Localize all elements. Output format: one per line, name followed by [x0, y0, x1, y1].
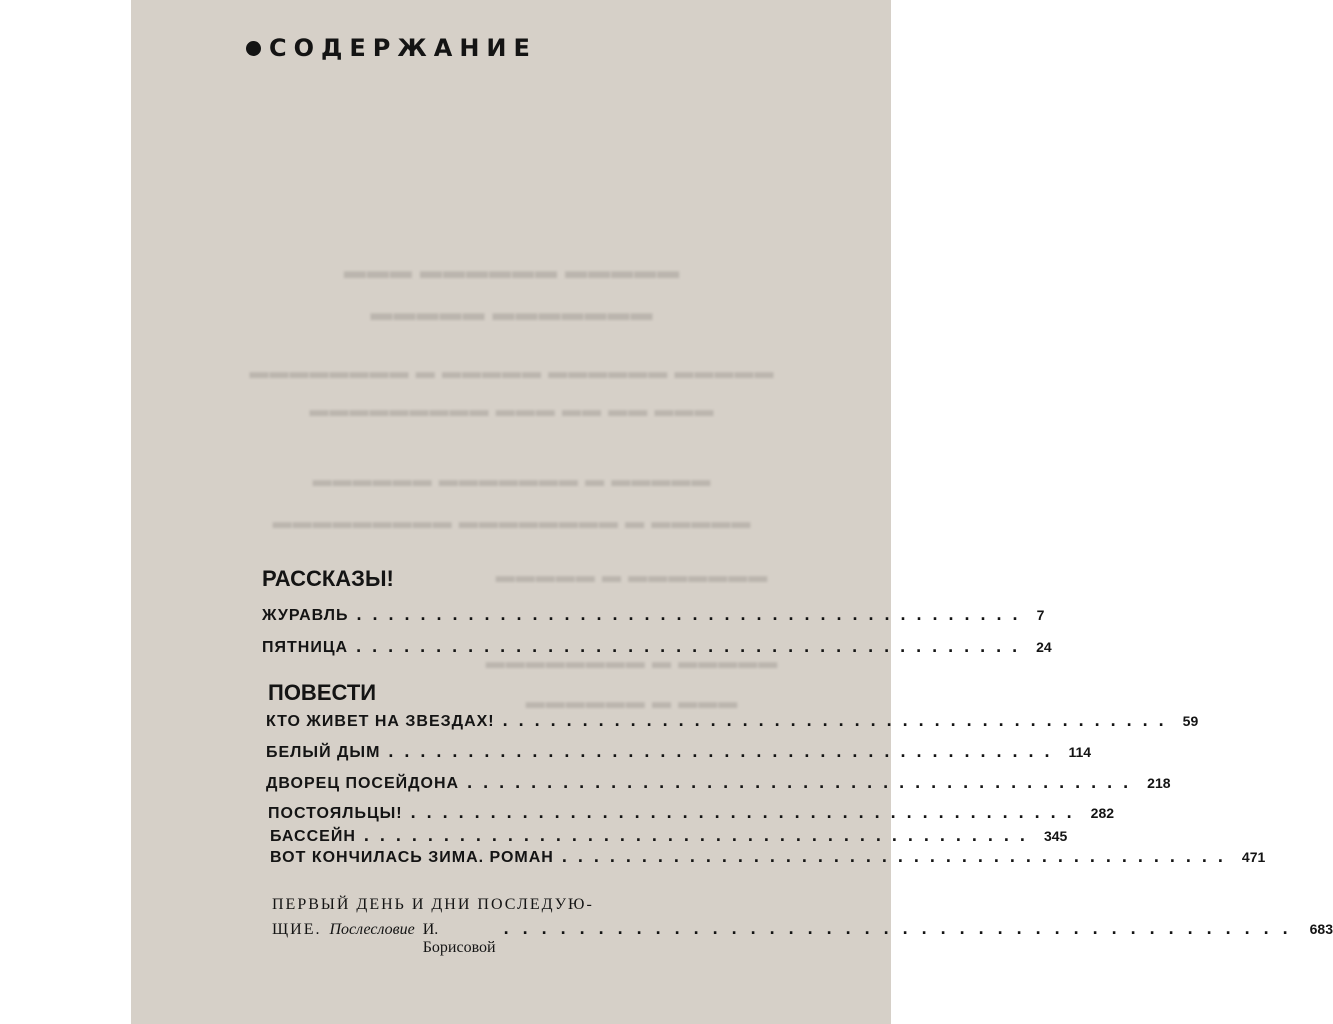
toc-entry	[270, 825, 1068, 846]
dot-leader: ..........................................	[502, 710, 1175, 730]
entry-title: ПОСТОЯЛЬЦЫ!	[268, 805, 403, 822]
toc-entry	[268, 802, 1115, 823]
dot-leader: ..........................................	[356, 636, 1029, 656]
section-novellas: ПОВЕСТИ	[268, 680, 377, 705]
toc-entry	[266, 710, 1199, 731]
entry-page: 7	[1036, 607, 1045, 623]
bleed-through-text: ▬▬▬▬▬▬▬▬▬ ▬▬▬ ▬▬ ▬▬ ▬▬▬	[309, 400, 715, 421]
afterword-title: ПЕРВЫЙ ДЕНЬ И ДНИ ПОСЛЕДУЮ-	[272, 896, 594, 913]
entry-title: ПЯТНИЦА	[262, 639, 349, 656]
bleed-through-text: ▬▬▬▬▬▬▬▬▬ ▬▬▬▬▬▬▬▬ ▬ ▬▬▬▬▬	[272, 512, 752, 533]
dot-leader: ..........................................	[388, 741, 1061, 761]
bleed-through-text: ▬▬▬▬▬▬▬▬ ▬ ▬▬▬▬▬ ▬▬▬▬▬▬ ▬▬▬▬▬	[249, 362, 775, 383]
toc-entry	[266, 772, 1171, 793]
bleed-through-text: ▬▬▬▬▬▬ ▬ ▬▬▬	[525, 692, 739, 713]
entry-page: 24	[1036, 639, 1052, 655]
entry-page: 282	[1090, 805, 1115, 821]
bleed-through-text: ▬▬▬▬▬▬ ▬▬▬▬▬▬▬ ▬ ▬▬▬▬▬	[312, 470, 712, 491]
entry-title: ВОТ КОНЧИЛАСЬ ЗИМА. РОМАН	[270, 849, 554, 866]
dot-leader: ..........................................	[467, 772, 1140, 792]
entry-page: 345	[1043, 828, 1068, 844]
toc-entry	[266, 741, 1092, 762]
afterword-line-2	[272, 918, 1333, 957]
dot-leader: ..........................................	[363, 825, 1036, 845]
toc-entry	[262, 636, 1052, 657]
bullet-icon	[246, 41, 261, 56]
afterword-label: Послесловие	[329, 921, 415, 938]
entry-title: БАССЕЙН	[270, 828, 356, 845]
afterword-author: И. Борисовой	[422, 921, 496, 956]
afterword-title-end: ЩИЕ.	[272, 921, 322, 938]
entry-page: 114	[1068, 744, 1092, 760]
entry-title: БЕЛЫЙ ДЫМ	[266, 744, 381, 761]
dot-leader: ..........................................	[561, 846, 1234, 866]
heading-text: СОДЕРЖАНИЕ	[269, 34, 537, 62]
entry-title: ЖУРАВЛЬ	[262, 607, 349, 624]
afterword-line-1	[272, 896, 752, 914]
entry-title: КТО ЖИВЕТ НА ЗВЕЗДАХ!	[266, 713, 495, 730]
bleed-through-text: ▬▬▬▬▬ ▬▬▬▬▬▬▬	[370, 300, 654, 325]
section-stories: РАССКАЗЫ!	[262, 566, 394, 591]
dot-leader: ..........................................	[356, 604, 1029, 624]
toc-entry	[270, 846, 1266, 867]
entry-page: 683	[1309, 921, 1333, 937]
dot-leader: ..........................................	[410, 802, 1083, 822]
entry-page: 471	[1241, 849, 1266, 865]
bleed-through-text: ▬▬▬ ▬▬▬▬▬▬ ▬▬▬▬▬	[343, 258, 681, 283]
contents-heading	[246, 34, 537, 62]
bleed-through-text: ▬▬▬▬▬▬▬▬ ▬ ▬▬▬▬▬	[485, 652, 779, 673]
entry-page: 59	[1182, 713, 1199, 729]
entry-title: ДВОРЕЦ ПОСЕЙДОНА	[266, 775, 460, 792]
bleed-through-text: ▬▬▬▬▬ ▬ ▬▬▬▬▬▬▬	[495, 566, 769, 587]
dot-leader: ..........................................	[503, 918, 1302, 938]
toc-entry	[262, 604, 1045, 625]
entry-page: 218	[1147, 775, 1171, 791]
